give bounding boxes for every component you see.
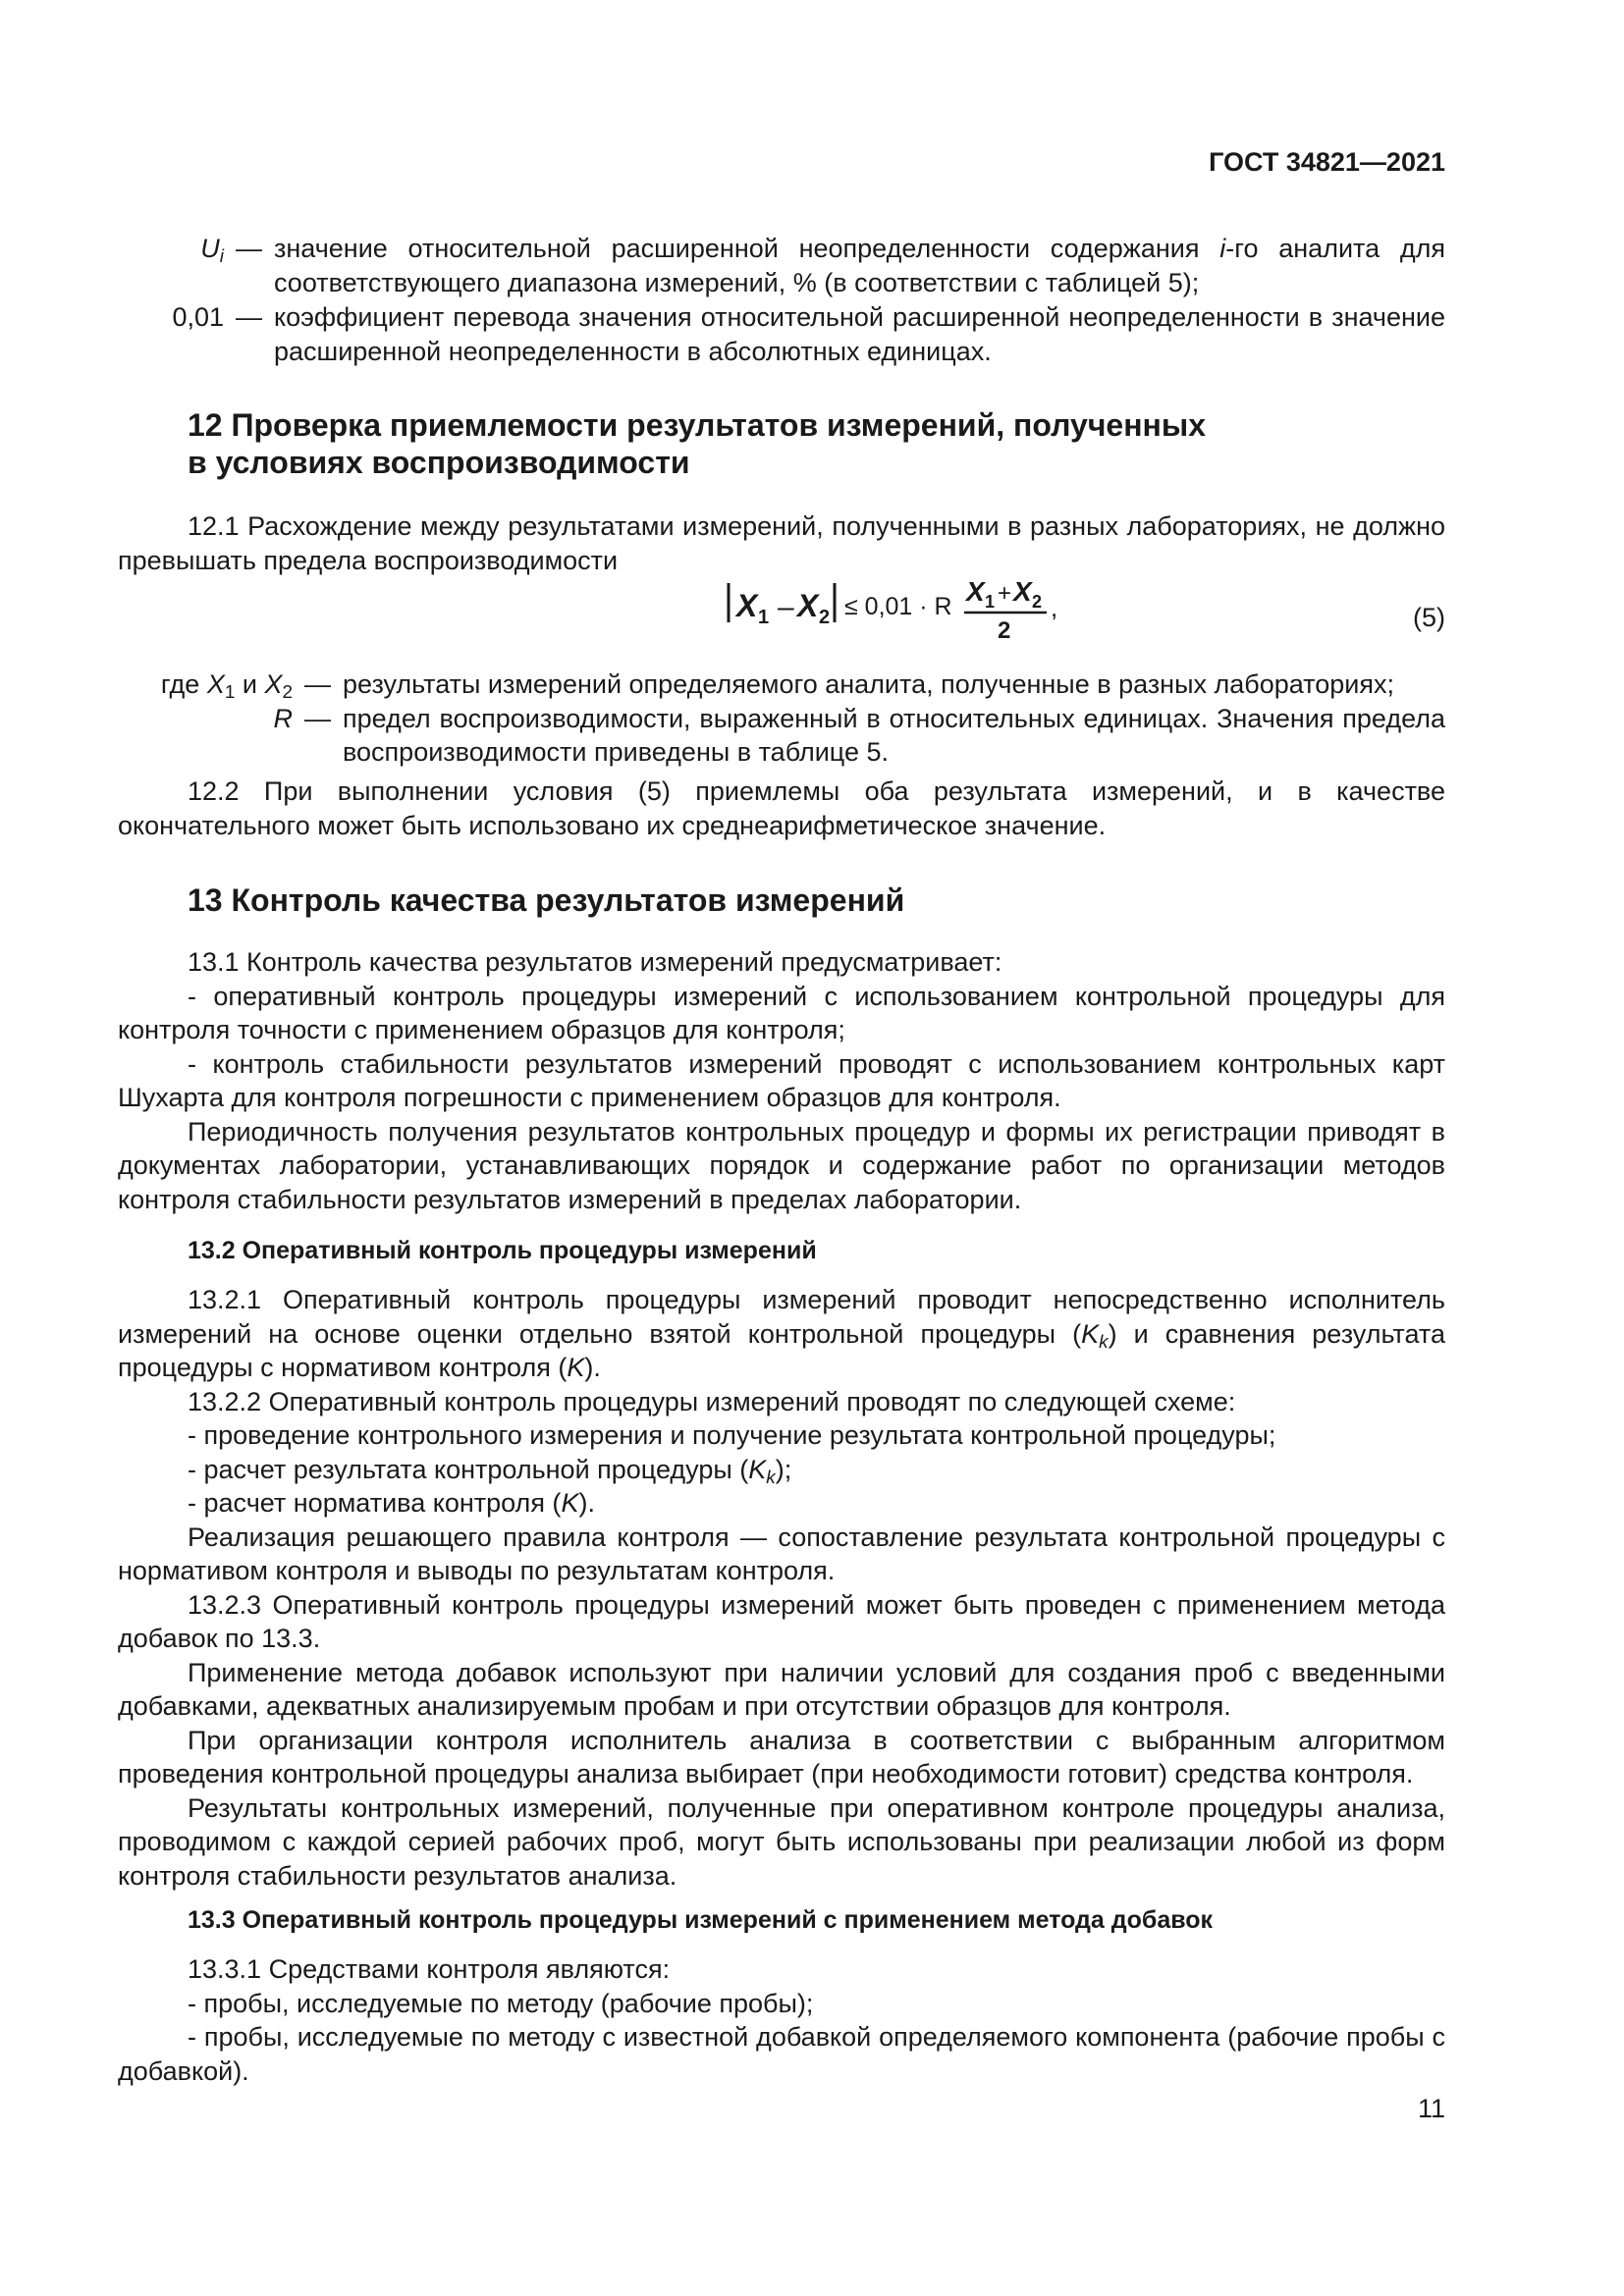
definition-item: $U_i$ — значение относительной расширенной неопределенности содержания i-го аналита для соответствующего диапазона измерений, % (в соответствии с таблицей 5);	[118, 232, 1445, 299]
section-13-1-body: 13.1 Контроль качества результатов измерений предусматривает: - оперативный контроль процедуры измерений с использованием контрольной процедуры для контроля точности с применением образцов для контроля; - контроль стабильности результатов измерений проводят с использованием контрольных карт Шухарта для контроля погрешности с применением образцов для контроля. Периодичность получения результатов контрольных процедур и формы их регистрации приводят в документах лаборатории, устанавливающих порядок и содержание работ по организации методов контроля стабильности результатов измерений в пределах лаборатории.	[118, 947, 1445, 1214]
svg-text:2: 2	[819, 607, 831, 628]
document-page	[118, 0, 1445, 2296]
definition-term: R	[273, 703, 293, 733]
svg-text:+: +	[998, 580, 1012, 607]
equation-number: (5)	[1413, 603, 1445, 632]
formula-relation: ≤ 0,01 · R	[844, 593, 952, 620]
section-12-title: 12 Проверка приемлемости результатов измерений, полученных в условиях воспроизводимости	[188, 407, 1206, 480]
svg-text:1: 1	[985, 592, 996, 612]
formula-x2: X	[797, 588, 819, 623]
svg-text:X: X	[966, 577, 985, 607]
definition-text: результаты измерений определяемого аналита, полученные в разных лабораториях;	[343, 669, 1394, 699]
definition-item: где $X_1$ и $X_2$ — результаты измерений определяемого аналита, полученные в разных лабораториях;	[118, 667, 1445, 702]
svg-text:–: –	[778, 591, 794, 623]
definition-term: 0,01	[172, 302, 224, 332]
subsection-13-2-title: 13.2 Оперативный контроль процедуры измерений	[188, 1237, 817, 1264]
formula-x1: X	[736, 588, 758, 623]
scheme-step-3: - расчет норматива контроля (K).	[188, 1488, 595, 1518]
svg-text:,: ,	[1051, 593, 1058, 622]
paragraph-12-2: 12.2 При выполнении условия (5) приемлемы оба результата измерений, и в качестве окончательного может быть использовано их среднеарифметическое значение.	[118, 776, 1445, 840]
definition-text: коэффициент перевода значения относительной расширенной неопределенности в значение расширенной неопределенности в абсолютных единицах.	[274, 302, 1445, 366]
definition-term: где $X_1$ и $X_2$	[160, 669, 293, 703]
section-13-2-body: 13.2.1 Оперативный контроль процедуры измерений проводит непосредственно исполнитель измерений на основе оценки отдельно взятой контрольной процедуры $(K_k)$ и сравнения результата процедуры с нормативом контроля (K). 13.2.2 Оперативный контроль процедуры измерений проводят по следующей схеме: - проведение контрольного измерения и получение результата контрольной процедуры; - расчет результата контрольной процедуры $(K_k)$; - расчет норматива контроля (K). Реализация решающего правила контроля — сопоставление результата контрольной процедуры с нормативом контроля и выводы по результатам контроля. 13.2.3 Оперативный контроль процедуры измерений может быть проведен с применением метода добавок по 13.3. Применение метода добавок используют при наличии условий для создания проб с введенными добавками, адекватных анализируемым пробам и при отсутствии образцов для контроля. При организации контроля исполнитель анализа в соответствии с выбранным алгоритмом проведения контрольной процедуры анализа выбирает (при необходимости готовит) средства контроля. Результаты контрольных измерений, полученные при оперативном контроле процедуры анализа, проводимом с каждой серией рабочих проб, могут быть использованы при реализации любой из форм контроля стабильности результатов анализа.	[118, 1285, 1445, 1891]
subsection-13-3-title: 13.3 Оперативный контроль процедуры измерений с применением метода добавок	[188, 1906, 1214, 1934]
svg-text:2: 2	[1032, 592, 1043, 612]
definition-item: 0,01 — коэффициент перевода значения относительной расширенной неопределенности в значение расширенной неопределенности в абсолютных единицах.	[118, 300, 1445, 368]
svg-text:2: 2	[998, 617, 1011, 644]
section-13-3-body: 13.3.1 Средствами контроля являются: - пробы, исследуемые по методу (рабочие пробы); - пробы, исследуемые по методу с известной добавкой определяемого компонента (рабочие пробы с добавкой).	[118, 1954, 1445, 2086]
paragraph-13-2-1: 13.2.1 Оперативный контроль процедуры измерений проводит непосредственно исполнитель измерений на основе оценки отдельно взятой контрольной процедуры $(K_k)$ и сравнения результата процедуры с нормативом контроля (K).	[118, 1285, 1445, 1382]
paragraph-12-1: 12.1 Расхождение между результатами измерений, полученными в разных лабораториях, не должно превышать предела воспроизводимости	[118, 511, 1445, 575]
page-number: 11	[1417, 2094, 1445, 2123]
formula-5	[118, 577, 1445, 646]
section-13-title: 13 Контроль качества результатов измерений	[188, 882, 905, 918]
formula-expression	[707, 577, 1080, 646]
svg-text:1: 1	[758, 607, 770, 628]
definition-text: предел воспроизводимости, выраженный в относительных единицах. Значения предела воспроизводимости приведены в таблице 5.	[343, 703, 1445, 767]
svg-text:X: X	[1013, 577, 1032, 607]
definition-list-top	[118, 232, 1445, 368]
document-header: ГОСТ 34821—2021	[1209, 147, 1445, 177]
scheme-step-2: - расчет результата контрольной процедуры $(K_k)$;	[188, 1454, 792, 1488]
definition-term: $U_i$	[200, 234, 224, 267]
definition-text: значение относительной расширенной неопределенности содержания i-го аналита для соответствующего диапазона измерений, % (в соответствии с таблицей 5);	[274, 234, 1445, 297]
definition-item: R — предел воспроизводимости, выраженный в относительных единицах. Значения предела воспроизводимости приведены в таблице 5.	[118, 702, 1445, 770]
definition-list-where	[118, 667, 1445, 770]
